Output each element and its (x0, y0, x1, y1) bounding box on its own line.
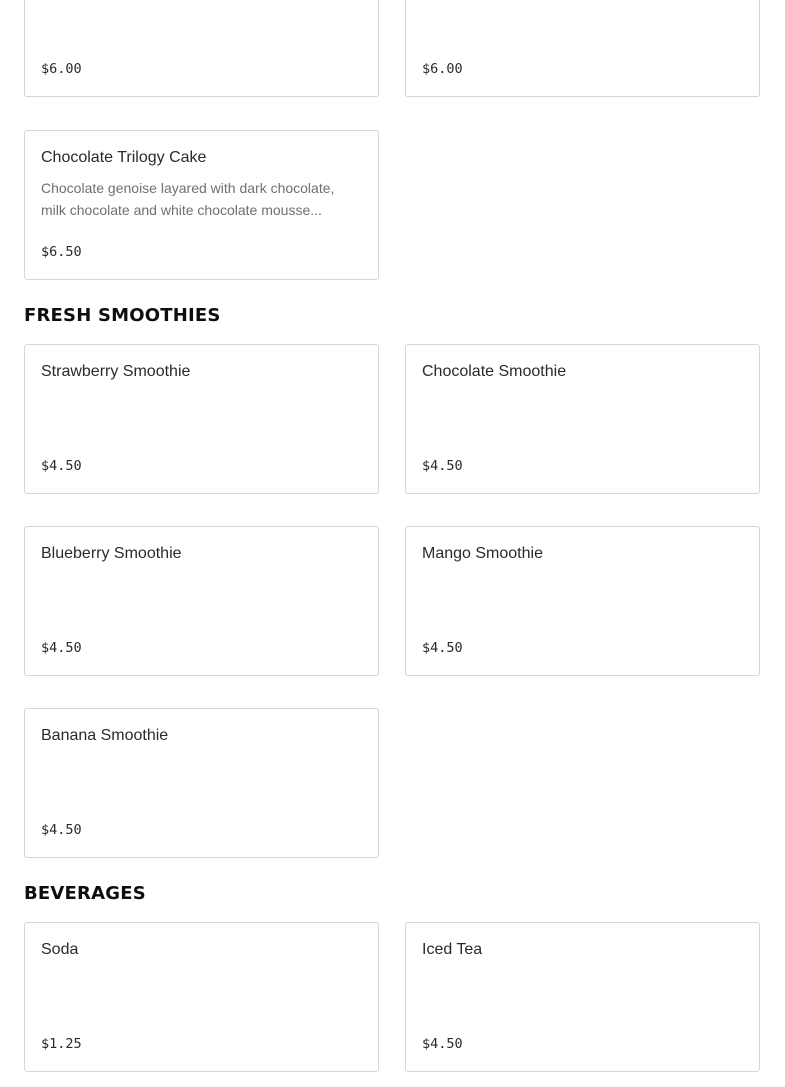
item-price: $4.50 (41, 822, 82, 838)
item-name: Banana Smoothie (41, 727, 169, 744)
item-name: Chocolate Trilogy Cake (41, 149, 207, 166)
item-price: $4.50 (422, 458, 463, 474)
item-name: Strawberry Smoothie (41, 363, 191, 380)
section-title-smoothies: FRESH SMOOTHIES (24, 305, 221, 326)
item-price: $4.50 (41, 458, 82, 474)
item-description: Chocolate genoise layared with dark chocolate, milk chocolate and white chocolate mousse... (41, 180, 335, 218)
item-name: Chocolate Smoothie (422, 363, 567, 380)
item-price: $6.50 (41, 244, 82, 260)
menu-item-card[interactable] (405, 922, 760, 1072)
item-price: $4.50 (422, 640, 463, 656)
menu-item-card[interactable] (24, 708, 379, 858)
item-price: $4.50 (41, 640, 82, 656)
menu-item-card[interactable] (24, 344, 379, 494)
item-name: Soda (41, 941, 79, 958)
item-price: $6.00 (422, 61, 463, 77)
menu-item-card[interactable] (405, 0, 760, 97)
item-price: $4.50 (422, 1036, 463, 1052)
menu-item-card[interactable] (24, 526, 379, 676)
item-price: $6.00 (41, 61, 82, 77)
menu-item-card[interactable] (24, 0, 379, 97)
menu-item-card[interactable] (405, 344, 760, 494)
menu-item-card[interactable] (24, 922, 379, 1072)
item-name: Iced Tea (422, 941, 483, 958)
item-name: Blueberry Smoothie (41, 545, 182, 562)
item-price: $1.25 (41, 1036, 82, 1052)
item-name: Mango Smoothie (422, 545, 543, 562)
menu-item-card[interactable] (405, 526, 760, 676)
menu-item-card[interactable] (24, 130, 379, 280)
section-title-beverages: BEVERAGES (24, 883, 146, 904)
